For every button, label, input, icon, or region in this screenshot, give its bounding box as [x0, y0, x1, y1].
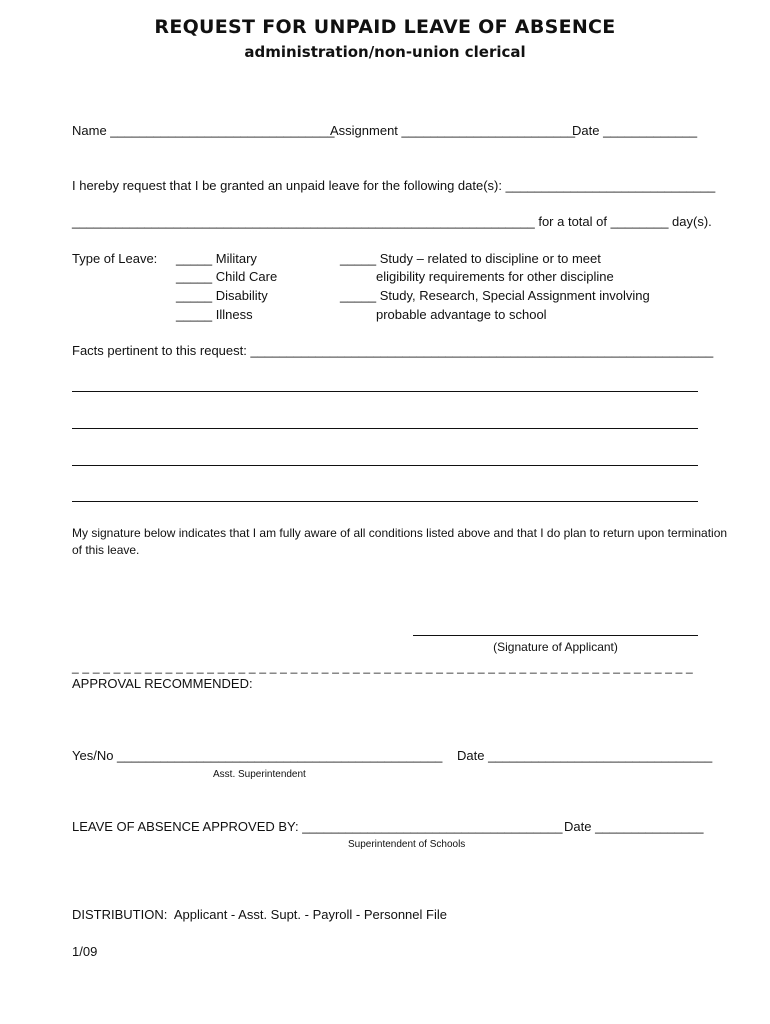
- form-subtitle: administration/non-union clerical: [244, 43, 526, 61]
- facts-line-2[interactable]: [72, 428, 698, 429]
- assignment-field[interactable]: Assignment ________________________: [330, 123, 576, 138]
- facts-line-3[interactable]: [72, 465, 698, 466]
- facts-line-4[interactable]: [72, 501, 698, 502]
- asst-superintendent-caption: Asst. Superintendent: [213, 769, 306, 780]
- signature-statement-line-2: of this leave.: [72, 543, 140, 557]
- form-revision-code: 1/09: [72, 944, 98, 959]
- approval-recommended-label: APPROVAL RECOMMENDED:: [72, 676, 253, 691]
- approved-date-field[interactable]: Date _______________: [564, 819, 704, 834]
- type-of-leave-label: Type of Leave:: [72, 251, 158, 266]
- distribution-text: DISTRIBUTION: Applicant - Asst. Supt. - Payroll - Personnel File: [72, 907, 447, 922]
- leave-option-military[interactable]: _____ Military: [176, 251, 257, 266]
- date-field[interactable]: Date _____________: [572, 123, 698, 138]
- leave-dates-field[interactable]: I hereby request that I be granted an unpaid leave for the following date(s): _____________________________: [72, 178, 716, 193]
- facts-line-1[interactable]: [72, 391, 698, 392]
- approved-by-field[interactable]: LEAVE OF ABSENCE APPROVED BY: ____________________________________: [72, 819, 563, 834]
- leave-option-study-discipline-detail: eligibility requirements for other discipline: [376, 269, 614, 284]
- leave-option-disability[interactable]: _____ Disability: [176, 288, 268, 303]
- form-title: REQUEST FOR UNPAID LEAVE OF ABSENCE: [154, 16, 616, 38]
- dashed-separator: _ _ _ _ _ _ _ _ _ _ _ _ _ _ _ _ _ _ _ _ _ _ _ _ _ _ _ _ _ _ _ _ _ _ _ _ _ _ _ _ _ _ _ _ _ _ _ _ _ _ _ _ _ _ _ _ _ _ _ _: [72, 660, 693, 674]
- facts-field[interactable]: Facts pertinent to this request: ________________________________________________________________: [72, 343, 714, 358]
- leave-option-child-care[interactable]: _____ Child Care: [176, 269, 278, 284]
- superintendent-caption: Superintendent of Schools: [348, 839, 466, 850]
- applicant-signature-line[interactable]: [413, 635, 698, 636]
- leave-option-study-research-detail: probable advantage to school: [376, 307, 547, 322]
- approval-date-field[interactable]: Date _______________________________: [457, 748, 713, 763]
- signature-statement-line-1: My signature below indicates that I am fully aware of all conditions listed above and that I do plan to return upon termination: [72, 526, 728, 540]
- leave-option-illness[interactable]: _____ Illness: [176, 307, 253, 322]
- name-field[interactable]: Name _______________________________: [72, 123, 335, 138]
- leave-option-study-research[interactable]: _____ Study, Research, Special Assignment involving: [340, 288, 650, 303]
- leave-option-study-discipline[interactable]: _____ Study – related to discipline or to meet: [340, 251, 601, 266]
- leave-total-days-field[interactable]: ________________________________________________________________ for a total of ________ day(s).: [72, 214, 712, 229]
- applicant-signature-caption: (Signature of Applicant): [493, 640, 618, 654]
- approval-yes-no-field[interactable]: Yes/No _____________________________________________: [72, 748, 443, 763]
